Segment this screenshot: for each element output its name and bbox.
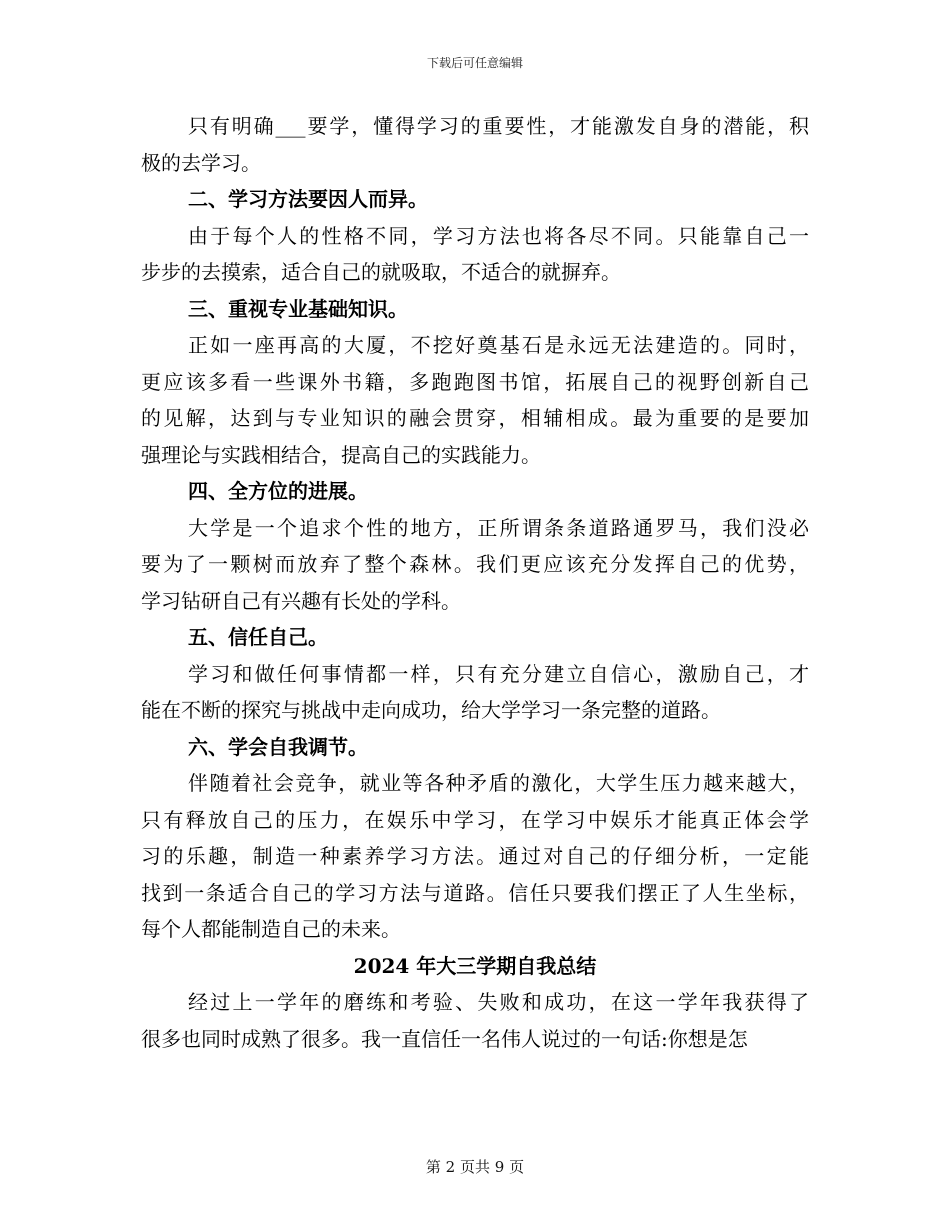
paragraph xyxy=(141,108,809,181)
paragraph-line: 正如一座再高的大厦，不挖好奠基石是永远无法建造的。同时， xyxy=(188,333,809,357)
paragraph-line: 要为了一颗树而放弃了整个森林。我们更应该充分发挥自己的优势， xyxy=(141,552,809,576)
section-heading: 三、重视专业基础知识。 xyxy=(188,296,408,321)
paragraph xyxy=(141,765,809,948)
section-heading: 六、学会自我调节。 xyxy=(188,734,368,759)
paragraph-line: 强理论与实践相结合，提高自己的实践能力。 xyxy=(141,442,541,467)
paragraph-line: 学习钻研自己有兴趣有长处的学科。 xyxy=(141,588,461,613)
paragraph xyxy=(141,984,809,1057)
paragraph-line: 极的去学习。 xyxy=(141,150,261,175)
paragraph-line: 的见解，达到与专业知识的融会贯穿，相辅相成。最为重要的是要加 xyxy=(141,406,809,430)
document-title: 2024 年大三学期自我总结 xyxy=(353,953,597,978)
paragraph-line: 伴随着社会竞争，就业等各种矛盾的激化，大学生压力越来越大， xyxy=(188,771,809,795)
paragraph-line: 学习和做任何事情都一样，只有充分建立自信心，激励自己，才 xyxy=(188,661,809,686)
document-body xyxy=(141,108,809,1057)
section-heading: 四、全方位的进展。 xyxy=(188,479,368,503)
paragraph-line: 每个人都能制造自己的未来。 xyxy=(141,917,401,941)
paragraph xyxy=(141,510,809,620)
paragraph-line: 大学是一个追求个性的地方，正所谓条条道路通罗马，我们没必 xyxy=(188,515,809,540)
section-heading: 五、信任自己。 xyxy=(188,625,328,649)
paragraph xyxy=(141,327,809,473)
paragraph-line: 步步的去摸索，适合自己的就吸取，不适合的就摒弃。 xyxy=(141,260,621,284)
page-footer: 第 2 页共 9 页 xyxy=(425,1158,525,1176)
paragraph-line: 能在不断的探究与挑战中走向成功，给大学学习一条完整的道路。 xyxy=(141,698,721,722)
paragraph-line: 由于每个人的性格不同，学习方法也将各尽不同。只能靠自己一 xyxy=(188,223,809,248)
paragraph xyxy=(141,656,809,729)
paragraph xyxy=(141,218,809,291)
paragraph-line: 找到一条适合自己的学习方法与道路。信任只要我们摆正了人生坐标， xyxy=(141,880,809,905)
paragraph-line: 习的乐趣，制造一种素养学习方法。通过对自己的仔细分析，一定能 xyxy=(141,844,809,868)
paragraph-line: 更应该多看一些课外书籍，多跑跑图书馆，拓展自己的视野创新自己 xyxy=(141,369,809,394)
paragraph-line: 很多也同时成熟了很多。我一直信任一名伟人说过的一句话:你想是怎 xyxy=(141,1026,748,1051)
paragraph-line: 经过上一学年的磨练和考验、失败和成功，在这一学年我获得了 xyxy=(188,990,809,1014)
paragraph-line: 只有释放自己的压力，在娱乐中学习，在学习中娱乐才能真正体会学 xyxy=(141,807,809,832)
page-header: 下载后可任意编辑 xyxy=(426,56,523,70)
section-heading: 二、学习方法要因人而异。 xyxy=(188,187,428,211)
paragraph-line: 只有明确___要学，懂得学习的重要性，才能激发自身的潜能，积 xyxy=(188,114,809,138)
